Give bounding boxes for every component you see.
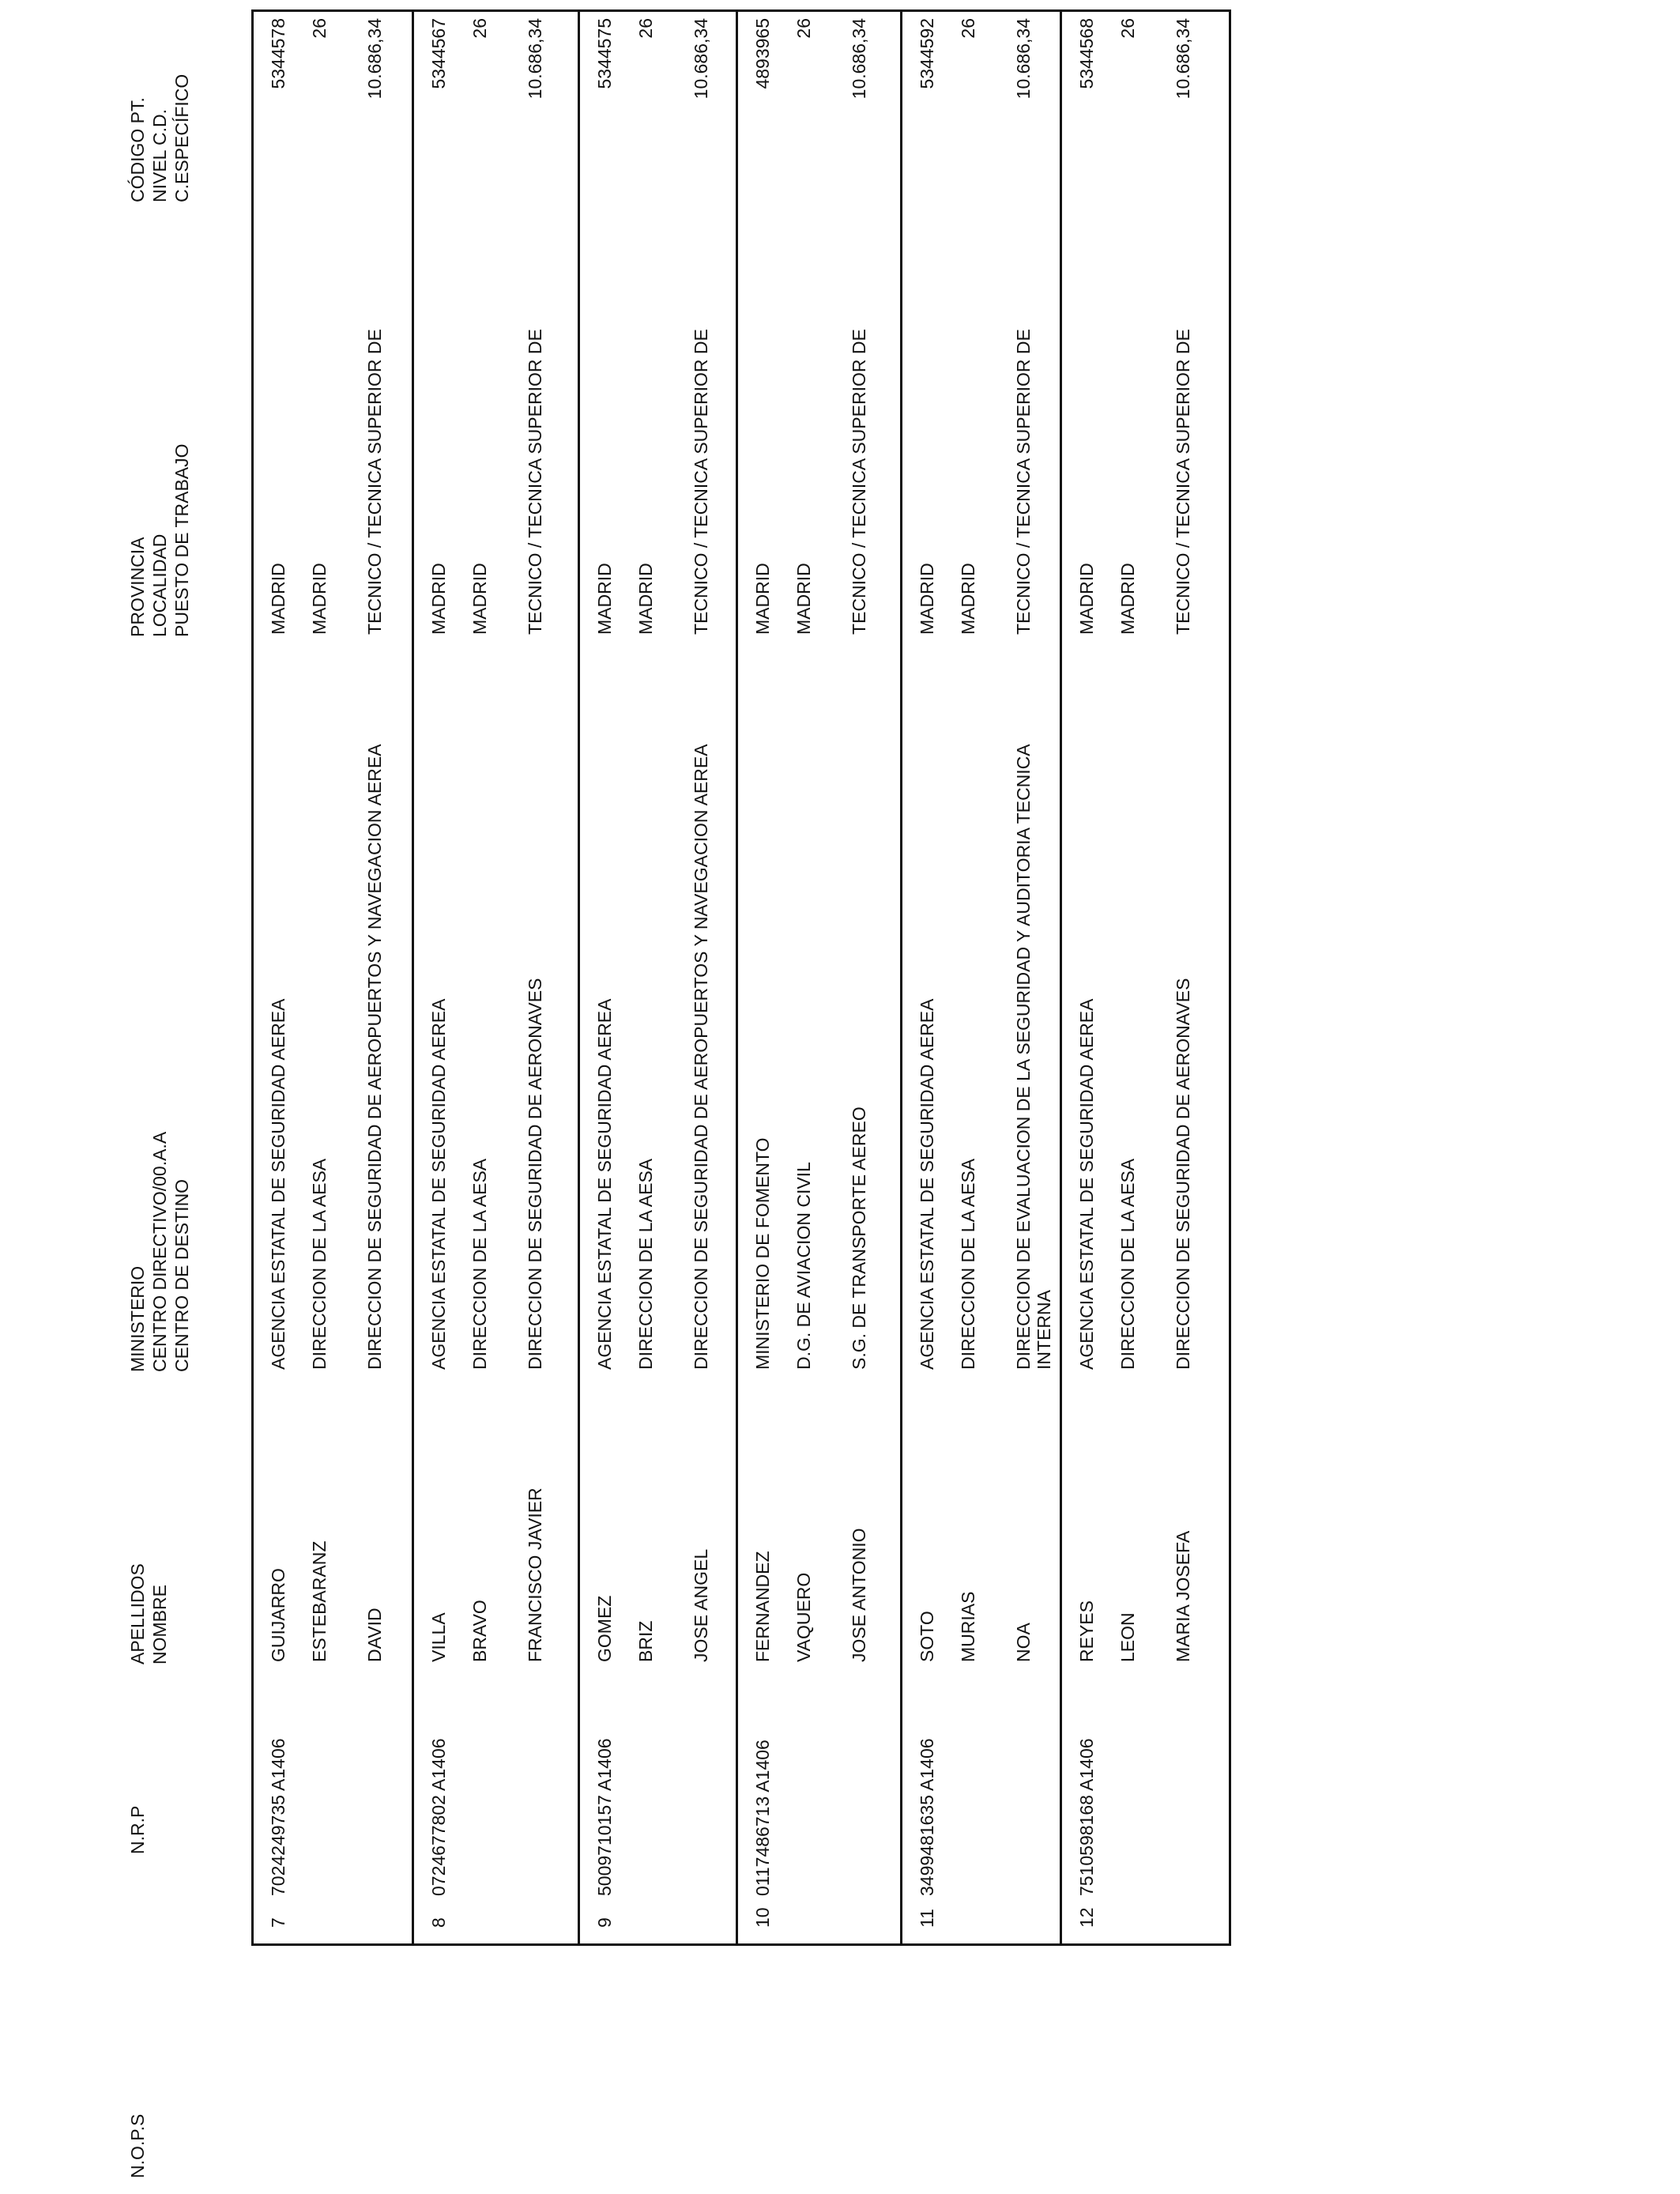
provincia-value: MADRID — [917, 563, 937, 635]
nivel-value: 26 — [793, 18, 814, 39]
nrp-value: 5009710157 A1406 — [594, 1738, 615, 1896]
apellido-1: REYES — [1076, 1600, 1097, 1662]
provincia-value: MADRID — [1076, 563, 1097, 635]
nombre-value: FRANCISCO JAVIER — [525, 1487, 545, 1662]
provincia-value: MADRID — [752, 563, 773, 635]
provincia-value: MADRID — [594, 563, 615, 635]
centro-destino-value: DIRECCION DE SEGURIDAD DE AERONAVES — [525, 978, 545, 1370]
codigo-value: 5344575 — [594, 18, 615, 89]
header-nrp: N.R.P — [127, 1805, 148, 1854]
especifico-value: 10.686,34 — [525, 18, 545, 100]
table-row — [1060, 12, 1229, 1943]
nivel-value: 26 — [309, 18, 330, 39]
nrp-value: 7024249735 A1406 — [268, 1738, 288, 1896]
table-row — [254, 12, 412, 1943]
table-row — [412, 12, 578, 1943]
codigo-value: 4893965 — [752, 18, 773, 89]
centro-destino-value: DIRECCION DE SEGURIDAD DE AEROPUERTOS Y NAVEGACION AEREA — [364, 744, 385, 1370]
centro-directivo-value: DIRECCION DE LA AESA — [635, 1158, 656, 1370]
apellido-2: MURIAS — [958, 1591, 978, 1662]
centro-directivo-value: DIRECCION DE LA AESA — [958, 1158, 978, 1370]
provincia-value: MADRID — [268, 563, 288, 635]
header-apellidos-nombre: APELLIDOS NOMBRE — [127, 1563, 170, 1664]
ministerio-value: AGENCIA ESTATAL DE SEGURIDAD AEREA — [1076, 998, 1097, 1370]
apellido-2: VAQUERO — [793, 1572, 814, 1662]
centro-directivo-value: DIRECCION DE LA AESA — [309, 1158, 330, 1370]
centro-directivo-value: DIRECCION DE LA AESA — [469, 1158, 490, 1370]
nrp-value: 3499481635 A1406 — [917, 1738, 937, 1896]
nombre-value: JOSE ANGEL — [691, 1548, 711, 1662]
apellido-2: BRAVO — [469, 1600, 490, 1662]
apellido-2: BRIZ — [635, 1620, 656, 1662]
nivel-value: 26 — [635, 18, 656, 39]
localidad-value: MADRID — [309, 563, 330, 635]
header-nops: N.O.P.S — [127, 2113, 148, 2178]
centro-destino-value: DIRECCION DE SEGURIDAD DE AERONAVES — [1173, 978, 1193, 1370]
apellido-1: FERNANDEZ — [752, 1551, 773, 1662]
nrp-value: 7510598168 A1406 — [1076, 1738, 1097, 1896]
localidad-value: MADRID — [793, 563, 814, 635]
data-table — [251, 9, 1231, 1946]
centro-directivo-value: DIRECCION DE LA AESA — [1117, 1158, 1138, 1370]
puesto-value: TECNICO / TECNICA SUPERIOR DE — [525, 329, 545, 635]
codigo-value: 5344578 — [268, 18, 288, 89]
nivel-value: 26 — [958, 18, 978, 39]
puesto-value: TECNICO / TECNICA SUPERIOR DE — [849, 329, 869, 635]
nrp-value: 0724677802 A1406 — [428, 1738, 449, 1896]
row-number: 12 — [1076, 1907, 1097, 1928]
row-number: 11 — [917, 1909, 937, 1928]
nombre-value: NOA — [1013, 1623, 1034, 1662]
apellido-1: VILLA — [428, 1612, 449, 1662]
nivel-value: 26 — [1117, 18, 1138, 39]
ministerio-value: AGENCIA ESTATAL DE SEGURIDAD AEREA — [917, 998, 937, 1370]
codigo-value: 5344592 — [917, 18, 937, 89]
ministerio-value: AGENCIA ESTATAL DE SEGURIDAD AEREA — [268, 998, 288, 1370]
row-number: 8 — [428, 1917, 449, 1928]
apellido-1: GOMEZ — [594, 1595, 615, 1662]
nrp-value: 0117486713 A1406 — [752, 1740, 773, 1896]
ministerio-value: AGENCIA ESTATAL DE SEGURIDAD AEREA — [428, 998, 449, 1370]
row-number: 7 — [268, 1917, 288, 1928]
apellido-2: ESTEBARANZ — [309, 1540, 330, 1662]
localidad-value: MADRID — [1117, 563, 1138, 635]
especifico-value: 10.686,34 — [364, 18, 385, 100]
localidad-value: MADRID — [635, 563, 656, 635]
localidad-value: MADRID — [469, 563, 490, 635]
localidad-value: MADRID — [958, 563, 978, 635]
centro-destino-value: DIRECCION DE SEGURIDAD DE AEROPUERTOS Y NAVEGACION AEREA — [691, 744, 711, 1370]
row-number: 9 — [594, 1917, 615, 1928]
header-provincia: PROVINCIA LOCALIDAD PUESTO DE TRABAJO — [127, 443, 192, 637]
especifico-value: 10.686,34 — [1013, 18, 1034, 100]
row-number: 10 — [752, 1907, 773, 1928]
table-header — [126, 0, 221, 2194]
provincia-value: MADRID — [428, 563, 449, 635]
puesto-value: TECNICO / TECNICA SUPERIOR DE — [364, 329, 385, 635]
ministerio-value: AGENCIA ESTATAL DE SEGURIDAD AEREA — [594, 998, 615, 1370]
puesto-value: TECNICO / TECNICA SUPERIOR DE — [691, 329, 711, 635]
header-codigo: CÓDIGO PT. NIVEL C.D. C.ESPECÍFICO — [127, 74, 192, 202]
header-ministerio: MINISTERIO CENTRO DIRECTIVO/00.A.A CENTRO DE DESTINO — [127, 1131, 192, 1372]
centro-destino-value: S.G. DE TRANSPORTE AEREO — [849, 1106, 869, 1370]
especifico-value: 10.686,34 — [1173, 18, 1193, 100]
codigo-value: 5344568 — [1076, 18, 1097, 89]
nombre-value: DAVID — [364, 1608, 385, 1662]
centro-directivo-value: D.G. DE AVIACION CIVIL — [793, 1162, 814, 1370]
centro-destino-value: DIRECCION DE EVALUACION DE LA SEGURIDAD Y AUDITORIA TECNICA INTERNA — [1013, 745, 1054, 1370]
apellido-1: GUIJARRO — [268, 1568, 288, 1662]
nombre-value: JOSE ANTONIO — [849, 1528, 869, 1662]
apellido-2: LEON — [1117, 1612, 1138, 1662]
table-row — [736, 12, 900, 1943]
puesto-value: TECNICO / TECNICA SUPERIOR DE — [1173, 329, 1193, 635]
apellido-1: SOTO — [917, 1611, 937, 1662]
table-row — [578, 12, 736, 1943]
nombre-value: MARIA JOSEFA — [1173, 1530, 1193, 1662]
codigo-value: 5344567 — [428, 18, 449, 89]
puesto-value: TECNICO / TECNICA SUPERIOR DE — [1013, 329, 1034, 635]
ministerio-value: MINISTERIO DE FOMENTO — [752, 1137, 773, 1370]
especifico-value: 10.686,34 — [691, 18, 711, 100]
nivel-value: 26 — [469, 18, 490, 39]
table-row — [900, 12, 1060, 1943]
especifico-value: 10.686,34 — [849, 18, 869, 100]
